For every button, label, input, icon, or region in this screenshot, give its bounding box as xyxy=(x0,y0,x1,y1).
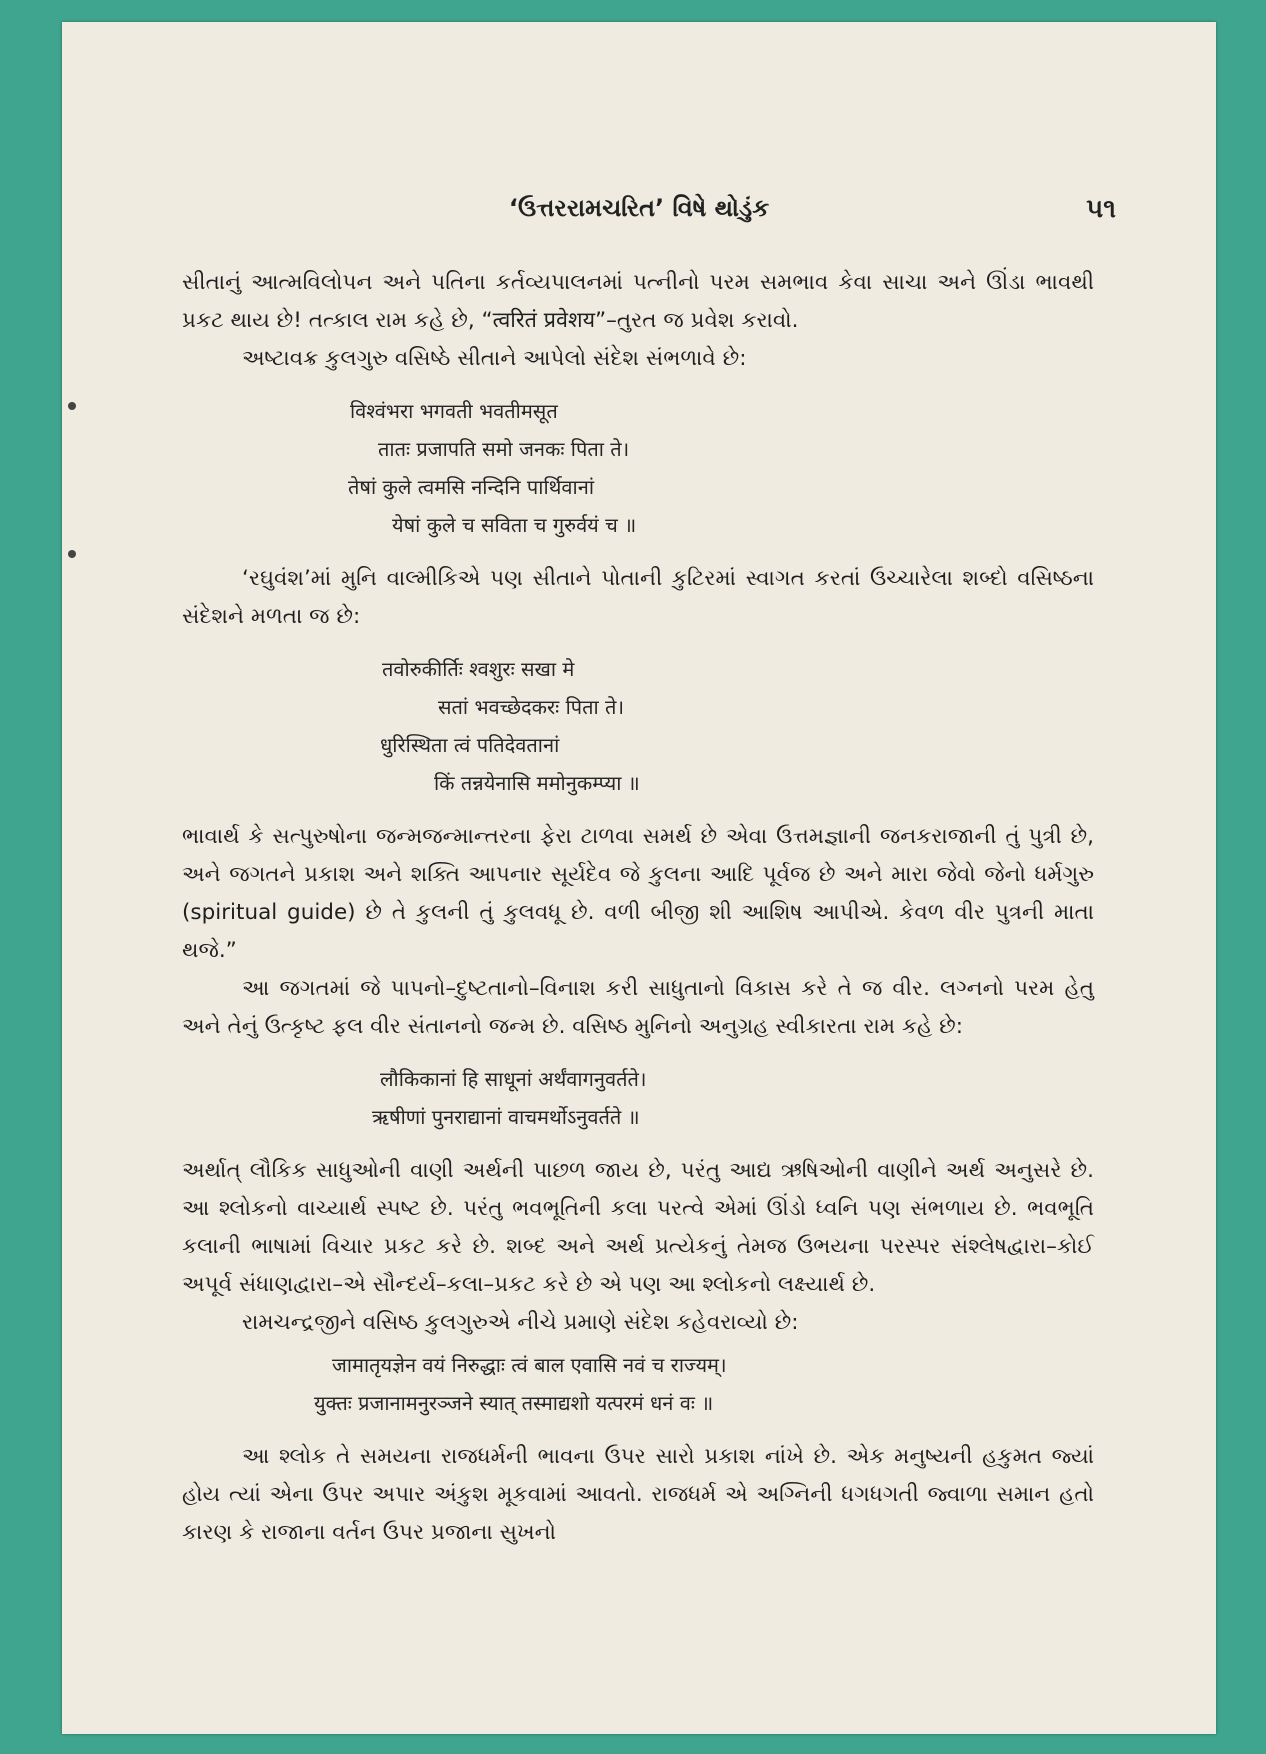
paragraph: સીતાનું આત્મવિલોપન અને પતિના કર્તવ્યપાલનમાં પત્નીનો પરમ સમભાવ કેવા સાચા અને ઊંડા ભાવથી પ્રકટ થાય છે! તત્કાલ રામ કહે છે, “त्वरितं प्रवेशय”–તુરત જ પ્રવેશ કરાવો. xyxy=(182,270,1094,333)
page-body xyxy=(182,264,1094,1552)
verse-line: किं तन्नयेनासि ममोनुकम्प्या ॥ xyxy=(434,771,640,795)
page-number: ૫૧ xyxy=(1086,194,1116,224)
sanskrit-verse xyxy=(182,1060,1094,1136)
paragraph: ‘રઘુવંશ’માં મુનિ વાલ્મીકિએ પણ સીતાને પોતાની કુટિરમાં સ્વાગત કરતાં ઉચ્ચારેલા શબ્દો વસિષ્ઠના સંદેશને મળતા જ છે: xyxy=(182,566,1094,629)
verse-line: विश्वंभरा भगवती भवतीमसूत xyxy=(350,399,558,423)
sanskrit-verse xyxy=(182,392,1094,544)
paragraph: અર્થાત્ લૌકિક સાધુઓની વાણી અર્થની પાછળ જાય છે, પરંતુ આદ્ય ઋષિઓની વાણીને અર્થ અનુસરે છે. આ શ્લોકનો વાચ્યાર્થ સ્પષ્ટ છે. પરંતુ ભવભૂતિની કલા પરત્વે એમાં ઊંડો ધ્વનિ પણ સંભળાય છે. ભવભૂતિ કલાની ભાષામાં વિચાર પ્રકટ કરે છે. શબ્દ અને અર્થ પ્રત્યેકનું તેમજ ઉભયના પરસ્પર સંશ્લેષદ્વારા–કોઈ અપૂર્વ સંધાણદ્વારા–એ સૌન્દર્ય–કલા–પ્રકટ કરે છે એ પણ આ શ્લોકનો લક્ષ્યાર્થ છે. xyxy=(182,1158,1094,1297)
verse-line: लौकिकानां हि साधूनां अर्थंवागनुवर्तते। xyxy=(380,1067,647,1091)
sanskrit-verse xyxy=(182,1346,1094,1422)
sanskrit-verse xyxy=(182,650,1094,802)
page-header xyxy=(62,194,1216,234)
verse-line: धुरिस्थिता त्वं पतिदेवतानां xyxy=(380,733,560,757)
paragraph: ભાવાર્થ કે સત્પુરુષોના જન્મજન્માન્તરના ફેરા ટાળવા સમર્થ છે એવા ઉત્તમજ્ઞાની જનકરાજાની તું પુત્રી છે, અને જગતને પ્રકાશ અને શક્તિ આપનાર સૂર્યદેવ જે કુલના આદિ પૂર્વજ છે અને મારા જેવો જેનો ધર્મગુરુ (spiritual guide) છે તે કુલની તું કુલવધૂ છે. વળી બીજી શી આશિષ આપીએ. કેવળ વીર પુત્રની માતા થજે.” xyxy=(182,824,1094,963)
verse-line: युक्तः प्रजानामनुरञ्जने स्यात् तस्माद्यशो यत्परमं धनं वः ॥ xyxy=(314,1391,714,1415)
verse-line: येषां कुले च सविता च गुरुर्वयं च ॥ xyxy=(392,513,637,537)
margin-mark xyxy=(68,402,76,410)
paragraph: રામચન્દ્રજીને વસિષ્ઠ કુલગુરુએ નીચે પ્રમાણે સંદેશ કહેવરાવ્યો છે: xyxy=(242,1310,799,1335)
verse-line: तेषां कुले त्वमसि नन्दिनि पार्थिवानां xyxy=(348,475,595,499)
verse-line: तातः प्रजापति समो जनकः पिता ते। xyxy=(378,437,630,461)
paragraph: આ શ્લોક તે સમયના રાજધર્મની ભાવના ઉપર સારો પ્રકાશ નાંખે છે. એક મનુષ્યની હકુમત જ્યાં હોય ત્યાં એના ઉપર અપાર અંકુશ મૂકવામાં આવતો. રાજધર્મ એ અગ્નિની ધગધગતી જ્વાળા સમાન હતો કારણ કે રાજાના વર્તન ઉપર પ્રજાના સુખનો xyxy=(182,1444,1094,1545)
paragraph: અષ્ટાવક્ર કુલગુરુ વસિષ્ઠે સીતાને આપેલો સંદેશ સંભળાવે છે: xyxy=(242,346,747,371)
margin-mark xyxy=(68,550,76,558)
verse-line: जामातृयज्ञेन वयं निरुद्धाः त्वं बाल एवासि नवं च राज्यम्। xyxy=(332,1353,727,1377)
paragraph: આ જગતમાં જે પાપનો–દુષ્ટતાનો–વિનાશ કરી સાધુતાનો વિકાસ કરે તે જ વીર. લગ્નનો પરમ હેતુ અને તેનું ઉત્કૃષ્ટ ફલ વીર સંતાનનો જન્મ છે. વસિષ્ઠ મુનિનો અનુગ્રહ સ્વીકારતા રામ કહે છે: xyxy=(182,976,1094,1039)
running-title: ‘ઉત્તરરામચરિત’ વિષે થોડુંક xyxy=(508,194,770,222)
verse-line: ऋषीणां पुनराद्यानां वाचमर्थोऽनुवर्तते ॥ xyxy=(372,1105,640,1129)
verse-line: तवोरुकीर्तिः श्वशुरः सखा मे xyxy=(382,657,575,681)
book-page xyxy=(62,22,1216,1734)
verse-line: सतां भवच्छेदकरः पिता ते। xyxy=(438,695,625,719)
